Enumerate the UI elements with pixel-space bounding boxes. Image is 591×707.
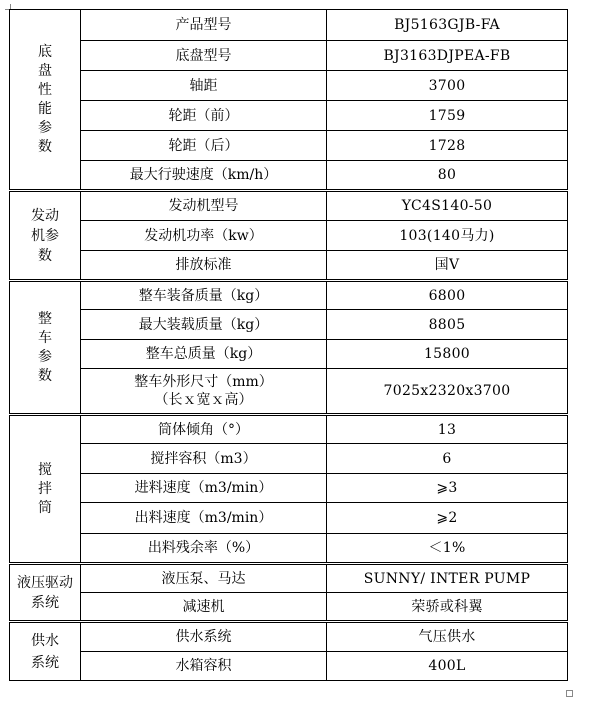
row-value: 1728 bbox=[327, 131, 568, 161]
row-value: BJ3163DJPEA-FB bbox=[327, 41, 568, 71]
row-value: ⩾2 bbox=[327, 503, 568, 534]
table-row bbox=[10, 131, 568, 161]
page-corner-marker bbox=[566, 690, 573, 697]
row-value: 1759 bbox=[327, 101, 568, 131]
table-row bbox=[10, 41, 568, 71]
row-label: 筒体倾角（°） bbox=[81, 415, 327, 444]
table-row bbox=[10, 444, 568, 474]
row-label: 液压泵、马达 bbox=[81, 564, 327, 593]
row-label: 整车总质量（kg） bbox=[81, 340, 327, 369]
group-label-chassis: 底盘性能参数 bbox=[10, 10, 81, 191]
table-row bbox=[10, 191, 568, 221]
table-row bbox=[10, 310, 568, 340]
row-value: 80 bbox=[327, 161, 568, 191]
row-label: 供水系统 bbox=[81, 622, 327, 652]
row-label: 底盘型号 bbox=[81, 41, 327, 71]
row-label: 排放标准 bbox=[81, 251, 327, 281]
row-value: ⩾3 bbox=[327, 474, 568, 503]
group-label-vehicle: 整车参数 bbox=[10, 281, 81, 415]
table-row bbox=[10, 101, 568, 131]
row-value: 荣骄或科翼 bbox=[327, 593, 568, 622]
group-label-hydraulic: 液压驱动系统 bbox=[10, 564, 81, 622]
row-label: 出料残余率（%） bbox=[81, 534, 327, 564]
row-label: 水箱容积 bbox=[81, 652, 327, 681]
row-label: 出料速度（m3/min） bbox=[81, 503, 327, 534]
row-label: 减速机 bbox=[81, 593, 327, 622]
row-label: 最大装载质量（kg） bbox=[81, 310, 327, 340]
row-label: 搅拌容积（m3） bbox=[81, 444, 327, 474]
row-label: 产品型号 bbox=[81, 10, 327, 41]
table-row bbox=[10, 534, 568, 564]
row-value: 国Ⅴ bbox=[327, 251, 568, 281]
table-row bbox=[10, 593, 568, 622]
row-value: 气压供水 bbox=[327, 622, 568, 652]
row-label: 发动机功率（kw） bbox=[81, 221, 327, 251]
row-value: 6 bbox=[327, 444, 568, 474]
table-row bbox=[10, 281, 568, 310]
group-label-engine: 发动机参数 bbox=[10, 191, 81, 281]
row-label: 发动机型号 bbox=[81, 191, 327, 221]
table-row bbox=[10, 503, 568, 534]
table-row bbox=[10, 622, 568, 652]
table-row bbox=[10, 221, 568, 251]
table-row bbox=[10, 474, 568, 503]
table-row bbox=[10, 415, 568, 444]
row-label-line2: （长ｘ宽ｘ高） bbox=[154, 392, 253, 408]
table-row bbox=[10, 71, 568, 101]
group-label-mixer: 搅拌筒 bbox=[10, 415, 81, 564]
row-label bbox=[81, 369, 327, 415]
row-value: YC4S140-50 bbox=[327, 191, 568, 221]
table-row bbox=[10, 564, 568, 593]
table-row bbox=[10, 369, 568, 415]
table-row bbox=[10, 10, 568, 41]
row-value: 103(140马力) bbox=[327, 221, 568, 251]
row-value: 7025x2320x3700 bbox=[327, 369, 568, 415]
row-value: SUNNY/ INTER PUMP bbox=[327, 564, 568, 593]
row-value: 6800 bbox=[327, 281, 568, 310]
row-value: BJ5163GJB-FA bbox=[327, 10, 568, 41]
row-label: 进料速度（m3/min） bbox=[81, 474, 327, 503]
row-label: 最大行驶速度（km/h） bbox=[81, 161, 327, 191]
row-label: 轮距（前） bbox=[81, 101, 327, 131]
row-label-line1: 整车外形尺寸（mm） bbox=[134, 374, 273, 390]
row-value: 15800 bbox=[327, 340, 568, 369]
table-row bbox=[10, 652, 568, 681]
group-label-water: 供水系统 bbox=[10, 622, 81, 681]
row-value: 8805 bbox=[327, 310, 568, 340]
row-label: 整车装备质量（kg） bbox=[81, 281, 327, 310]
spec-table bbox=[9, 9, 568, 681]
table-row bbox=[10, 340, 568, 369]
row-value: 13 bbox=[327, 415, 568, 444]
row-value: ＜1% bbox=[327, 534, 568, 564]
row-value: 400L bbox=[327, 652, 568, 681]
row-label: 轮距（后） bbox=[81, 131, 327, 161]
table-row bbox=[10, 161, 568, 191]
row-label: 轴距 bbox=[81, 71, 327, 101]
table-row bbox=[10, 251, 568, 281]
row-value: 3700 bbox=[327, 71, 568, 101]
